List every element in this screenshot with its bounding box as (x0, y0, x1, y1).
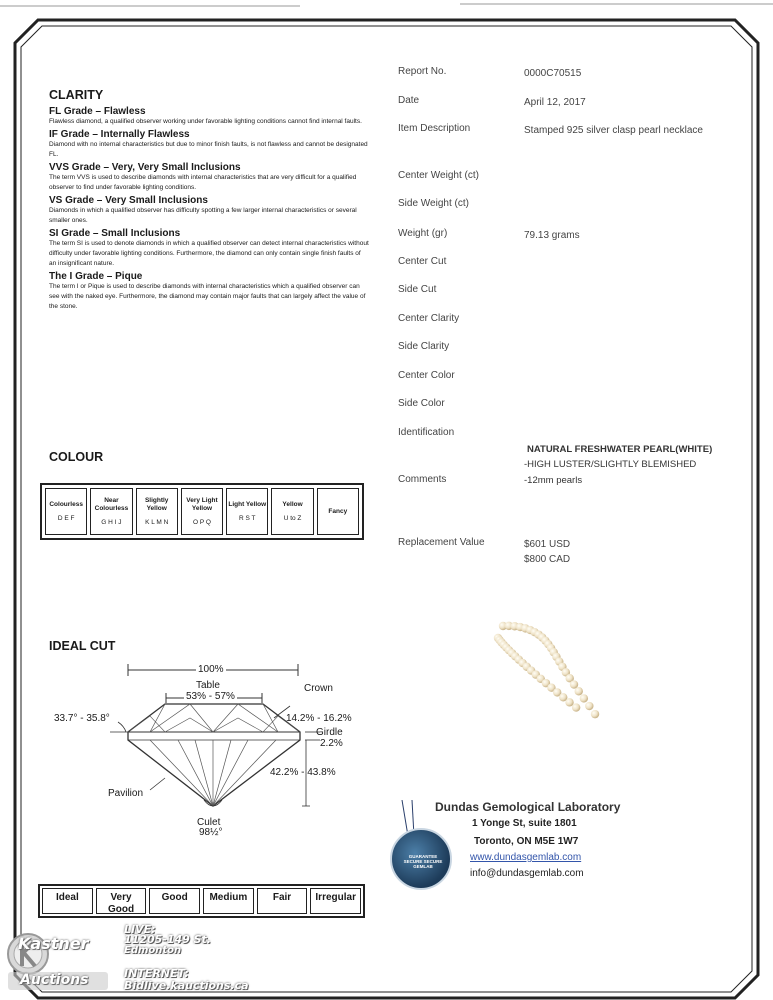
colour-grade-label: Near Colourless (94, 496, 129, 512)
clarity-grade-heading: IF Grade – Internally Flawless (49, 129, 190, 140)
pearl-bead (591, 710, 599, 718)
report-row (398, 256, 734, 267)
report-field-value (524, 427, 734, 438)
report-row (398, 427, 734, 438)
report-field-label: Center Clarity (398, 313, 460, 324)
colour-grade-cell (317, 488, 359, 535)
report-row (398, 284, 734, 295)
report-field-value (524, 198, 734, 209)
cut-grade-cell: Fair (257, 888, 308, 914)
pearl-bead (585, 702, 593, 710)
report-field-label: Center Weight (ct) (398, 170, 479, 181)
culet-label: Culet (197, 817, 221, 828)
report-row (398, 398, 734, 409)
clarity-grade-description: Flawless diamond, a qualified observer working under favorable lighting conditions cannot find internal faults. (49, 118, 362, 125)
report-field-value: 79.13 grams (524, 230, 580, 241)
identification-value: NATURAL FRESHWATER PEARL(WHITE) (527, 444, 713, 455)
clarity-grade-description: The term VVS is used to describe diamonds with internal characteristics that are very difficult for a qualified observer to find under favorable lighting conditions. (49, 174, 357, 191)
colour-grade-label: Colourless (49, 500, 83, 508)
report-field-value (524, 398, 734, 409)
colour-grade-label: Slightly Yellow (144, 496, 169, 512)
replacement-value-cad: $800 CAD (524, 554, 571, 565)
colour-grade-label: Yellow (282, 500, 303, 508)
live-label: LIVE: (124, 923, 156, 936)
colour-grade-letters: R S T (239, 514, 256, 522)
report-field-label: Weight (gr) (398, 228, 448, 239)
colour-grade-letters: O P Q (193, 518, 211, 526)
report-field-value (524, 256, 734, 267)
report-field-value (524, 284, 734, 295)
cut-grade-cell: Very Good (96, 888, 147, 914)
seal-text: GUARANTEE SECURE SECURE GEMLAB (403, 854, 443, 869)
clarity-grade-heading: The I Grade – Pique (49, 271, 143, 282)
internet-label: INTERNET: (124, 967, 189, 980)
report-field-label: Side Weight (ct) (398, 198, 469, 209)
report-row (398, 66, 734, 82)
pearl-bead (575, 687, 583, 695)
ideal-cut-title: IDEAL CUT (49, 639, 116, 653)
table-label: Table (196, 680, 220, 691)
comments-line: -HIGH LUSTER/SLIGHTLY BLEMISHED (524, 459, 697, 470)
culet-value-label: 98½° (199, 827, 223, 838)
colour-grade-letters: K L M N (145, 518, 169, 526)
live-city: Edmonton (124, 945, 182, 956)
report-field-value (524, 170, 734, 181)
kastner-auctions-watermark (6, 920, 249, 996)
clarity-grade-heading: VS Grade – Very Small Inclusions (49, 195, 208, 206)
report-field-label: Item Description (398, 123, 471, 134)
colour-grade-cell (271, 488, 313, 535)
pearl-necklace-image (488, 618, 608, 738)
colour-grade-letters: U to Z (283, 514, 302, 522)
colour-grade-label: Light Yellow (228, 500, 267, 508)
clarity-grade-list (49, 106, 369, 312)
report-field-label: Side Clarity (398, 341, 450, 352)
pavilion-depth-label: 42.2% - 43.8% (270, 767, 336, 778)
report-field-label: Report No. (398, 66, 447, 77)
report-row (398, 370, 734, 381)
report-row (398, 123, 734, 139)
colour-grade-table (40, 483, 364, 540)
pearl-bead (565, 698, 573, 706)
report-row (398, 95, 734, 111)
lab-address-1: 1 Yonge St, suite 1801 (472, 818, 577, 829)
report-row (398, 313, 734, 324)
report-field-label: Side Color (398, 398, 445, 409)
cut-grade-table (38, 884, 365, 918)
colour-grade-label: Fancy (328, 507, 348, 515)
cut-grade-cell: Medium (203, 888, 254, 914)
colour-grade-cell (226, 488, 268, 535)
crown-height-label: 14.2% - 16.2% (286, 713, 352, 724)
diamond-proportions-diagram (50, 660, 370, 840)
colour-grade-cell (45, 488, 87, 535)
lab-website-link[interactable]: www.dundasgemlab.com (470, 852, 582, 863)
kastner-auctions: Auctions (20, 972, 89, 988)
report-row (398, 170, 734, 181)
colour-grade-letters: D E F (57, 514, 75, 522)
report-row (398, 537, 734, 553)
clarity-grade-description: Diamonds in which a qualified observer has difficulty spotting a few larger internal characteristics or several smaller ones. (49, 207, 357, 224)
report-field-label: Comments (398, 474, 447, 485)
clarity-section (49, 88, 369, 314)
report-field-label: Replacement Value (398, 537, 485, 548)
clarity-grade-description: Diamond with no internal characteristics but due to minor finish faults, is not flawless and cannot be designated FL. (49, 141, 368, 158)
clarity-grade-heading: SI Grade – Small Inclusions (49, 228, 181, 239)
crown-label: Crown (304, 683, 333, 694)
lab-name: Dundas Gemological Laboratory (435, 800, 621, 814)
clarity-title: CLARITY (49, 88, 104, 102)
cut-grade-cell: Irregular (310, 888, 361, 914)
report-field-value (524, 341, 734, 352)
report-field-value: 0000C70515 (524, 68, 582, 79)
report-field-label: Identification (398, 427, 455, 438)
comments-line: -12mm pearls (524, 475, 583, 486)
colour-grade-cell (136, 488, 178, 535)
report-field-label: Side Cut (398, 284, 437, 295)
colour-grade-letters: G H I J (101, 518, 122, 526)
cut-grade-cell: Good (149, 888, 200, 914)
girdle-label: Girdle (316, 727, 343, 738)
clarity-grade-description: The term SI is used to denote diamonds in which a qualified observer can detect internal characteristics without difficulty under favorable lighting conditions. Furthermore, the diamond can only contain single finish faults of an insignificant nature. (49, 240, 369, 267)
pavilion-label: Pavilion (108, 788, 144, 799)
clarity-grade-heading: VVS Grade – Very, Very Small Inclusions (49, 162, 241, 173)
report-row (398, 198, 734, 209)
pearl-bead (580, 694, 588, 702)
colour-grade-cell (90, 488, 132, 535)
report-row (398, 341, 734, 352)
cut-grade-cell: Ideal (42, 888, 93, 914)
report-field-value: $601 USD (524, 539, 571, 550)
colour-title: COLOUR (49, 450, 104, 464)
report-field-value (524, 370, 734, 381)
report-row (398, 228, 734, 244)
width-label: 100% (198, 664, 224, 675)
report-field-value: April 12, 2017 (524, 97, 586, 108)
girdle-value-label: 2.2% (320, 738, 343, 749)
pearl-bead (572, 703, 580, 711)
table-range-label: 53% - 57% (186, 691, 235, 702)
lab-email: info@dundasgemlab.com (470, 868, 584, 879)
report-field-label: Date (398, 95, 420, 106)
internet-url[interactable]: Bidlive.kauctions.ca (124, 979, 249, 992)
report-field-label: Center Cut (398, 256, 447, 267)
clarity-grade-description: The term I or Pique is used to describe diamonds with internal characteristics which a qualified observer can see with the naked eye. Furthermore, the diamond may contain major faults that can largely affect the value of the stone. (49, 283, 366, 310)
colour-grade-cell (181, 488, 223, 535)
crown-angle-label: 33.7° - 35.8° (54, 713, 110, 724)
colour-grade-label: Very Light Yellow (186, 496, 218, 512)
lab-address-2: Toronto, ON M5E 1W7 (474, 836, 579, 847)
report-field-label: Center Color (398, 370, 455, 381)
lab-hologram-seal-icon (390, 828, 452, 890)
clarity-grade-heading: FL Grade – Flawless (49, 106, 146, 117)
kastner-brand: Kastner (18, 934, 89, 953)
report-field-value (524, 313, 734, 324)
live-address: 11205-149 St. (124, 933, 211, 946)
report-field-value: Stamped 925 silver clasp pearl necklace (524, 125, 703, 136)
